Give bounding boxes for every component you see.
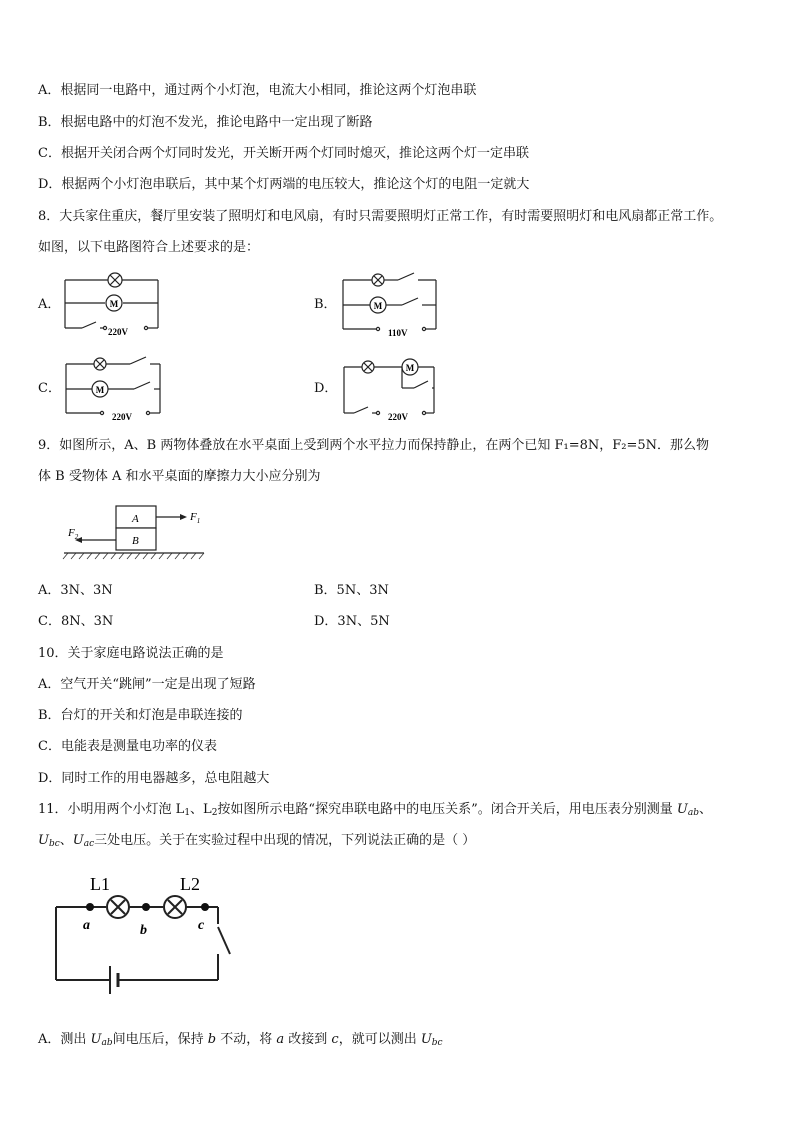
voltage-label-a: 220V [108, 327, 128, 337]
q7-option-c: C．根据开关闭合两个灯同时发光，开关断开两个灯同时熄灭，推论这两个灯一定串联 [38, 146, 529, 161]
motor-symbol: M [95, 385, 105, 395]
q8-label-d: D． [314, 381, 338, 396]
q9-option-d: D．3N、5N [314, 614, 390, 629]
q9-option-c: C．8N、3N [38, 614, 114, 629]
motor-symbol: M [373, 301, 383, 311]
q9-option-b: B．5N、3N [314, 583, 389, 598]
circuit-diagram-a [60, 268, 165, 338]
motor-symbol: M [109, 299, 119, 309]
q7-option-d: D．根据两个小灯泡串联后，其中某个灯两端的电压较大，推论这个灯的电阻一定就大 [38, 177, 530, 192]
q11-stem-line1: 11．小明用两个小灯泡 $L_1$、$L_2$按如图所示电路“探究串联电路中的电压关系”。闭合开关后，用电压表分别测量 $U_{ab}$、 [38, 802, 712, 818]
block-a-label: A [132, 513, 139, 525]
q8-label-a: A． [38, 297, 61, 312]
q10-option-a: A．空气开关“跳闸”一定是出现了短路 [38, 677, 256, 692]
q10-option-b: B．台灯的开关和灯泡是串联连接的 [38, 708, 243, 723]
q10-option-d: D．同时工作的用电器越多，总电阻越大 [38, 771, 270, 786]
q11-option-a: A．测出 $U_{ab}$间电压后，保持 b 不动，将 a 改接到 c，就可以测出 $U_{bc}$ [38, 1032, 443, 1048]
q8-stem-line2: 如图，以下电路图符合上述要求的是： [38, 240, 260, 255]
q9-stem-line2: 体 B 受物体 A 和水平桌面的摩擦力大小应分别为 [38, 469, 321, 484]
force-f2-label: $F_2$ [68, 527, 79, 541]
force-f1-label: $F_1$ [190, 511, 201, 525]
q9-stem-line1: 9．如图所示，A、B 两物体叠放在水平桌面上受到两个水平拉力而保持静止，在两个已知 F₁=8N，F₂=5N．那么物 [38, 438, 710, 453]
q8-label-c: C． [38, 381, 61, 396]
q8-stem-line1: 8．大兵家住重庆，餐厅里安装了照明灯和电风扇，有时只需要照明灯正常工作，有时需要照明灯和电风扇都正常工作。 [38, 209, 723, 224]
q10-stem: 10．关于家庭电路说法正确的是 [38, 646, 224, 661]
motor-symbol: M [405, 363, 415, 373]
point-b-label: b [140, 923, 147, 938]
voltage-label-b: 110V [388, 328, 408, 338]
voltage-label-c: 220V [112, 412, 132, 422]
circuit-diagram-b [336, 268, 446, 338]
q7-option-a: A．根据同一电路中，通过两个小灯泡，电流大小相同，推论这两个灯泡串联 [38, 83, 477, 98]
q11-circuit-diagram [50, 862, 250, 1007]
voltage-label-d: 220V [388, 412, 408, 422]
point-a-label: a [83, 918, 90, 933]
circuit-diagram-d [336, 352, 446, 424]
lamp-l1-label: L1 [90, 874, 110, 894]
point-c-label: c [198, 918, 205, 933]
block-b-label: B [132, 535, 139, 547]
circuit-diagram-c [60, 352, 170, 424]
q8-label-b: B． [314, 297, 337, 312]
q10-option-c: C．电能表是测量电功率的仪表 [38, 739, 217, 754]
lamp-l2-label: L2 [180, 874, 200, 894]
q9-blocks-diagram [62, 498, 212, 564]
q11-stem-line2: $U_{bc}$、$U_{ac}$三处电压。关于在实验过程中出现的情况，下列说法正确的是（ ） [38, 833, 476, 849]
q9-option-a: A．3N、3N [38, 583, 113, 598]
q7-option-b: B．根据电路中的灯泡不发光，推论电路中一定出现了断路 [38, 115, 373, 130]
